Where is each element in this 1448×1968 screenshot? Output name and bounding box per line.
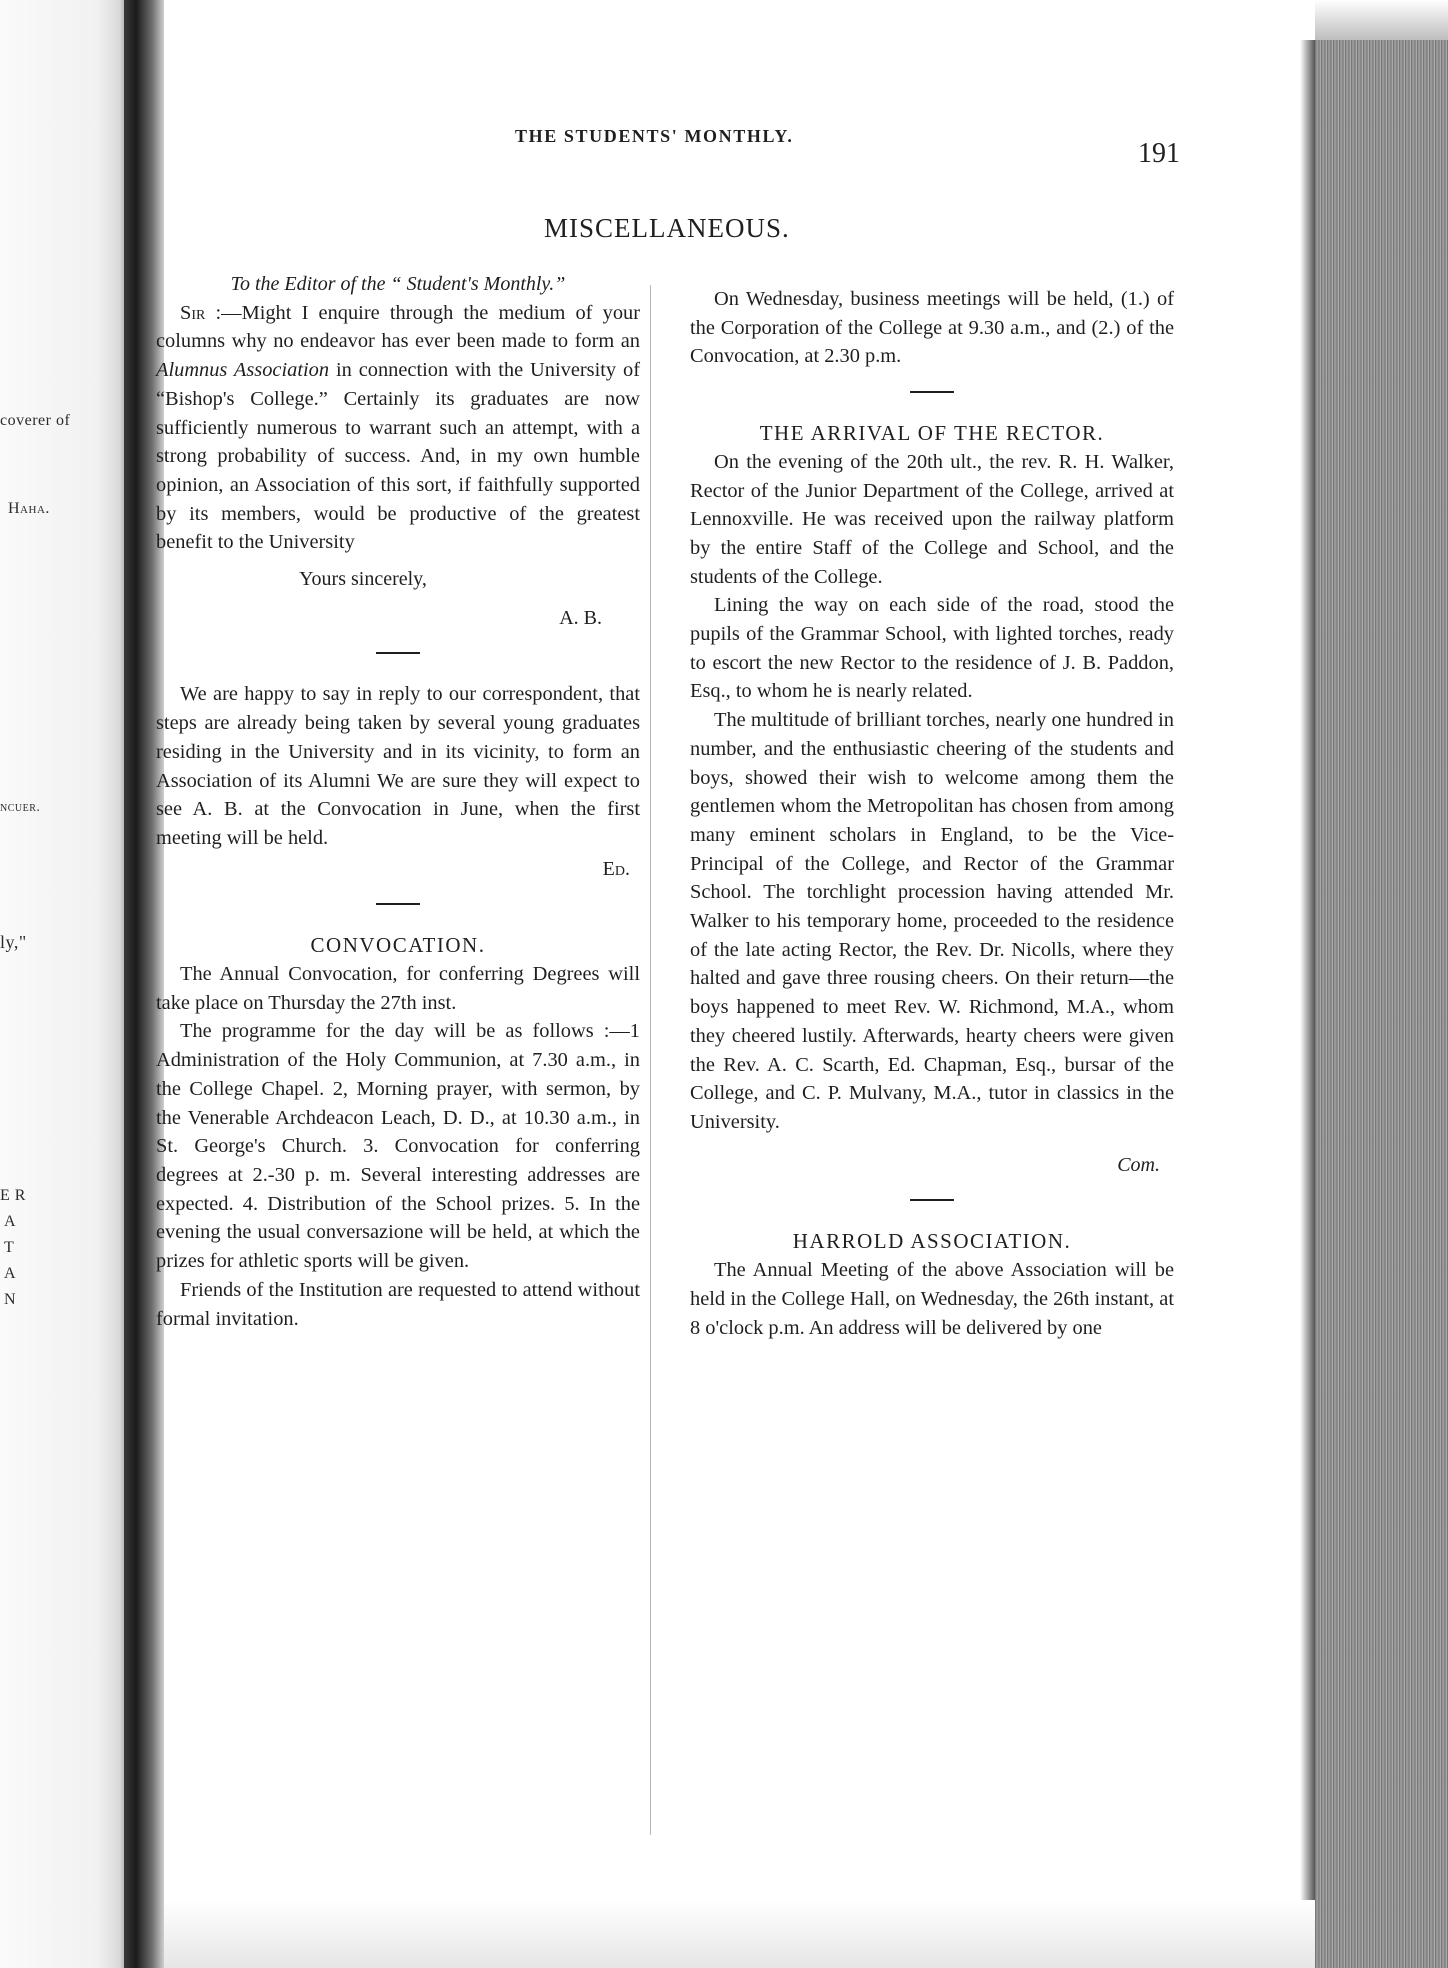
facing-page-fragment: coverer of (0, 412, 71, 429)
section-rule (376, 903, 420, 905)
facing-page-fragment: A (4, 1265, 17, 1282)
letter-closing: Yours sincerely, (299, 568, 427, 591)
letter-heading: To the Editor of the “ Student's Monthly.” (230, 273, 566, 295)
facing-page-fragment: N (4, 1291, 17, 1308)
section-title: MISCELLANEOUS. (544, 213, 790, 243)
facing-page-fragment: E R (0, 1187, 26, 1204)
letter-salutation: Sir : (180, 301, 222, 324)
editor-reply: We are happy to say in reply to our correspondent, that steps are already being taken by several young graduates residing in the University and in its vicinity, to form an Association of its Alumni We are sure they will expect to see A. B. at the Convocation in June, when the first meeting will be held. (156, 683, 640, 849)
letter-body-italic: Alumnus Association (156, 359, 330, 382)
rector-title: THE ARRIVAL OF THE RECTOR. (759, 421, 1105, 446)
harrold-paragraph: The Annual Meeting of the above Association will be held in the College Hall, on Wednesday, the 26th instant, at 8 o'clock p.m. An address will be delivered by one (690, 1259, 1174, 1339)
harrold-title: HARROLD ASSOCIATION. (792, 1229, 1072, 1254)
section-rule (910, 1199, 954, 1201)
left-column (156, 270, 640, 1333)
convocation-title: CONVOCATION. (310, 933, 486, 958)
book-page-edges (1315, 40, 1448, 1968)
section-rule (910, 391, 954, 393)
letter-signature: A. B. (559, 606, 602, 629)
rector-paragraph: On the evening of the 20th ult., the rev. R. H. Walker, Rector of the Junior Department of the College, arrived at Lennoxville. He was received upon the railway platform by the entire Staff of the College and School, and the students of the College. (690, 450, 1174, 588)
section-rule (376, 652, 420, 654)
convocation-paragraph: The programme for the day will be as follows :—1 Administration of the Holy Communion, at 7.30 a.m., in the College Chapel. 2, Morning prayer, with sermon, by the Venerable Archdeacon Leach, D. D., at 10.30 a.m., in St. George's Church. 3. Convocation for conferring degrees at 2.-30 p. m. Several interesting addresses are expected. 4. Distribution of the School prizes. 5. In the evening the usual conversazione will be held, at which the prizes for athletic sports will be given. (156, 1020, 640, 1273)
convocation-paragraph: On Wednesday, business meetings will be held, (1.) of the Corporation of the College at 9.30 a.m., and (2.) of the Convocation, at 2.30 p.m. (690, 288, 1174, 368)
facing-page-fragment: ncuer. (0, 800, 41, 815)
rector-signature: Com. (1117, 1153, 1160, 1176)
facing-page (0, 0, 130, 1968)
facing-page-fragment: A (4, 1213, 17, 1230)
rector-paragraph: Lining the way on each side of the road, stood the pupils of the Grammar School, with lighted torches, ready to escort the new Rector to the residence of J. B. Paddon, Esq., to whom he is nearly related. (690, 594, 1174, 703)
column-divider (650, 285, 651, 1835)
page-number: 191 (1138, 138, 1180, 169)
facing-page-fragment: Haha. (8, 500, 50, 517)
convocation-paragraph: The Annual Convocation, for conferring Degrees will take place on Thursday the 27th inst. (156, 963, 640, 1014)
right-column (690, 285, 1174, 1342)
facing-page-fragment: ly," (0, 932, 27, 952)
convocation-paragraph: Friends of the Institution are requested to attend without formal invitation. (156, 1278, 640, 1330)
facing-page-fragment: T (4, 1239, 15, 1256)
running-title: THE STUDENTS' MONTHLY. (515, 126, 794, 146)
letter-body-1: —Might I enquire through the medium of your columns why no endeavor has ever been made to form an (156, 301, 640, 353)
page-shadow (1300, 40, 1315, 1968)
letter-body (156, 299, 640, 557)
letter-body-2: in connection with the University of “Bishop's College.” Certainly its graduates are now sufficiently numerous to warrant such an attempt, with a strong probability of success. And, in my own humble opinion, an Association of this sort, if faithfully supported by its members, would be productive of the greatest benefit to the University (156, 359, 641, 554)
editor-signature: Ed. (602, 857, 630, 880)
rector-paragraph: The multitude of brilliant torches, nearly one hundred in number, and the enthusiastic cheering of the students and boys, showed their wish to welcome among them the gentlemen whom the Metropolitan has chosen from among many eminent scholars in England, to be the Vice-Principal of the College, and Rector of the Grammar School. The torchlight procession having attended Mr. Walker to his temporary home, proceeded to the residence of the late acting Rector, the Rev. Dr. Nicolls, where they halted and gave three rousing cheers. On their return—the boys happened to meet Rev. W. Richmond, M.A., whom they cheered lustily. Afterwards, hearty cheers were given the Rev. A. C. Scarth, Ed. Chapman, Esq., bursar of the College, and C. P. Mulvany, M.A., tutor in classics in the University. (690, 709, 1174, 1133)
page-bottom-shade (164, 1900, 1315, 1968)
